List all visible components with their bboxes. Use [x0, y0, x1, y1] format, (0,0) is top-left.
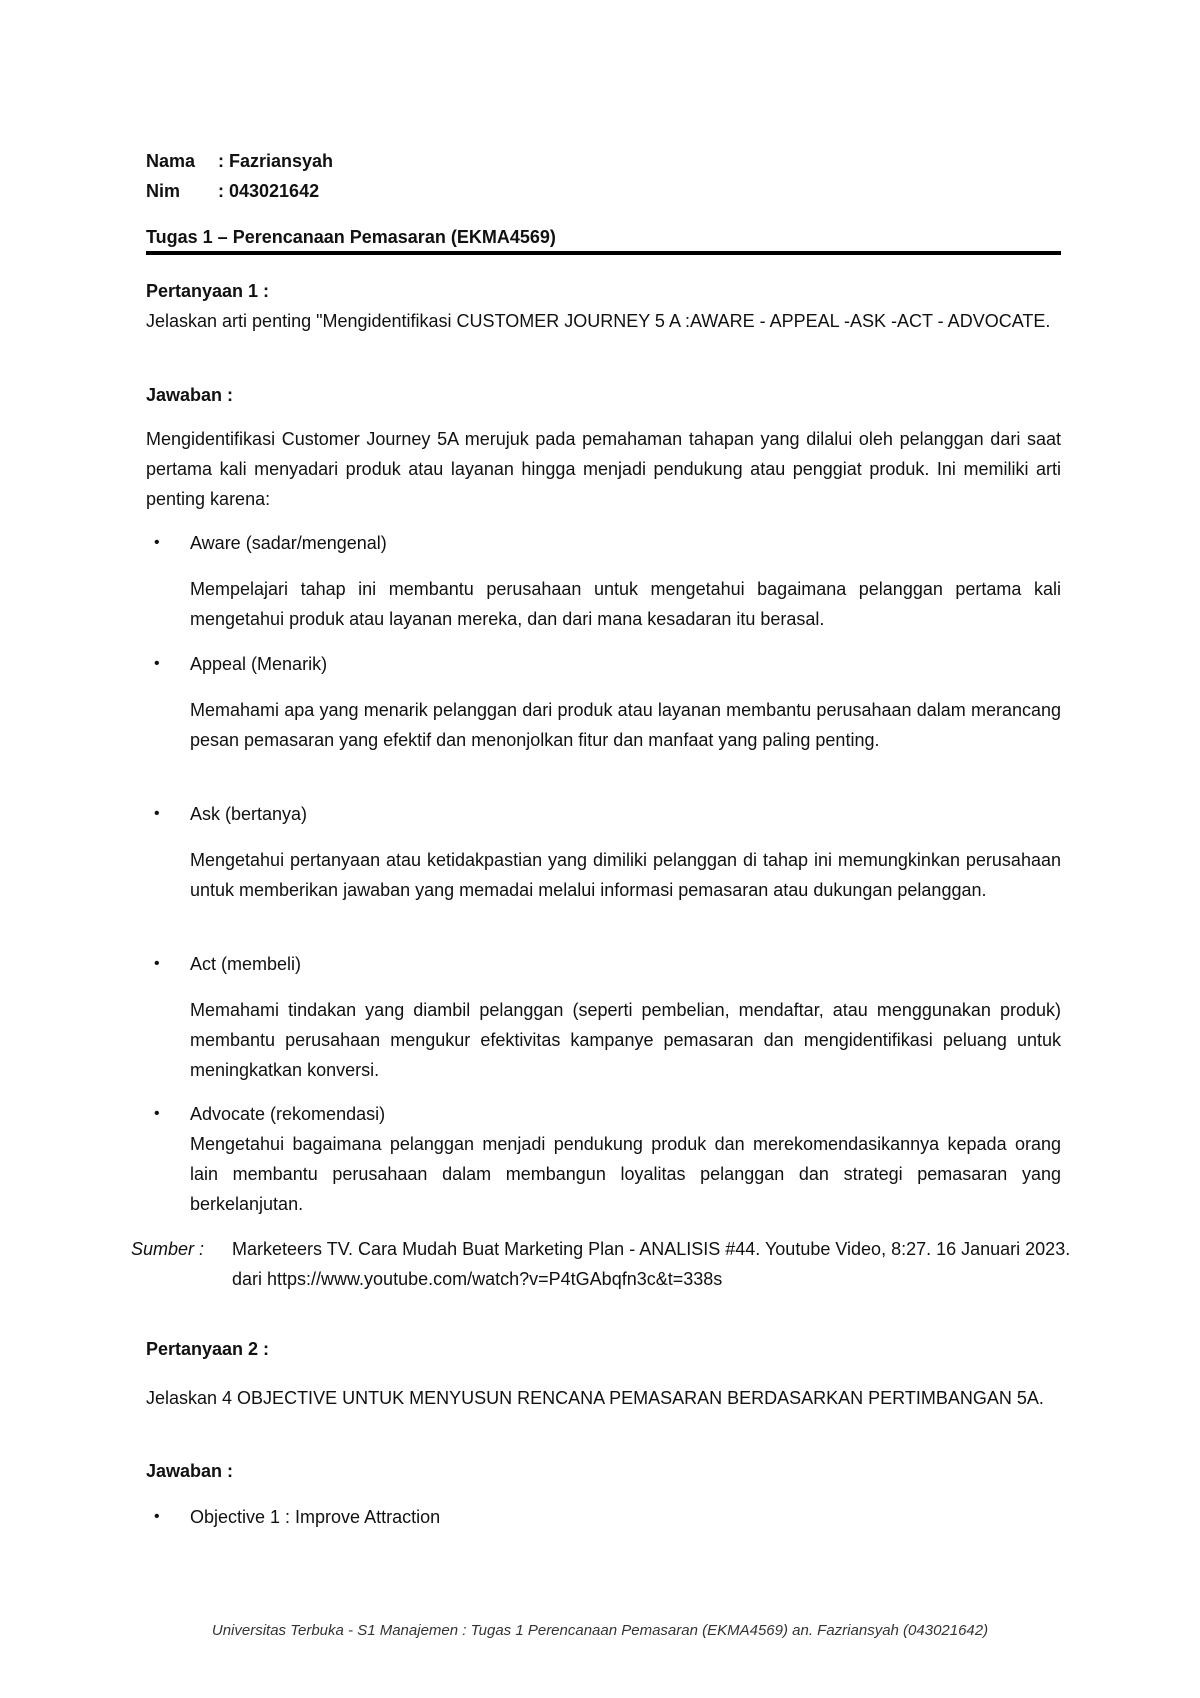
bullet-icon: •	[154, 955, 160, 972]
item-ask-title: Ask (bertanya)	[190, 804, 308, 824]
bullet-icon: •	[154, 534, 160, 551]
page-footer: Universitas Terbuka - S1 Manajemen : Tugas 1 Perencanaan Pemasaran (EKMA4569) an. Fazriansyah (043021642)	[211, 1622, 989, 1639]
item-aware-title: Aware (sadar/mengenal)	[190, 533, 387, 553]
name-label: Nama	[146, 151, 196, 171]
document-title: Tugas 1 – Perencanaan Pemasaran (EKMA4569)	[146, 227, 556, 247]
q1-question: Jelaskan arti penting "Mengidentifikasi CUSTOMER JOURNEY 5 A :AWARE - APPEAL -ASK -ACT - ADVOCATE.	[146, 311, 1051, 331]
q1-heading: Pertanyaan 1 :	[146, 281, 270, 301]
q2-question: Jelaskan 4 OBJECTIVE UNTUK MENYUSUN RENCANA PEMASARAN BERDASARKAN PERTIMBANGAN 5A.	[146, 1388, 1044, 1408]
bullet-icon: •	[154, 1508, 160, 1525]
q2-answer-heading: Jawaban :	[146, 1461, 234, 1481]
name-value: : Fazriansyah	[218, 151, 334, 171]
item-act-text: Memahami tindakan yang diambil pelanggan (seperti pembelian, mendaftar, atau menggunakan produk) membantu perusahaan mengukur efektivitas kampanye pemasaran dan mengidentifikasi peluang untuk meningkatkan konversi.	[190, 1000, 1061, 1080]
item-appeal-text: Memahami apa yang menarik pelanggan dari produk atau layanan membantu perusahaan dalam merancang pesan pemasaran yang efektif dan menonjolkan fitur dan manfaat yang paling penting.	[190, 700, 1061, 750]
bullet-icon: •	[154, 655, 160, 672]
q2-heading: Pertanyaan 2 :	[146, 1339, 270, 1359]
title-divider	[146, 251, 1061, 255]
nim-value: : 043021642	[218, 181, 320, 201]
name-row	[146, 146, 333, 176]
item-advocate-text: Mengetahui bagaimana pelanggan menjadi pendukung produk dan merekomendasikannya kepada orang lain membantu perusahaan dalam membangun loyalitas pelanggan dan strategi pemasaran yang berkelanjutan.	[190, 1134, 1061, 1214]
source-citation: Marketeers TV. Cara Mudah Buat Marketing Plan - ANALISIS #44. Youtube Video, 8:27. 16 Januari 2023. dari https://www.youtube.com/watch?v=P4tGAbqfn3c&t=338s	[232, 1239, 1071, 1289]
item-ask-text: Mengetahui pertanyaan atau ketidakpastian yang dimiliki pelanggan di tahap ini memungkinkan perusahaan untuk memberikan jawaban yang memadai melalui informasi pemasaran atau dukungan pelanggan.	[190, 850, 1061, 900]
q1-intro: Mengidentifikasi Customer Journey 5A merujuk pada pemahaman tahapan yang dilalui oleh pelanggan dari saat pertama kali menyadari produk atau layanan hingga menjadi pendukung atau penggiat produk. Ini memiliki arti penting karena:	[146, 429, 1061, 509]
q1-answer-heading: Jawaban :	[146, 385, 234, 405]
nim-label: Nim	[146, 181, 181, 201]
nim-row	[146, 176, 319, 206]
item-act-title: Act (membeli)	[190, 954, 302, 974]
item-appeal-title: Appeal (Menarik)	[190, 654, 328, 674]
bullet-icon: •	[154, 805, 160, 822]
source-label: Sumber :	[131, 1239, 205, 1259]
item-aware-text: Mempelajari tahap ini membantu perusahaan untuk mengetahui bagaimana pelanggan pertama kali mengetahui produk atau layanan mereka, dan dari mana kesadaran itu berasal.	[190, 579, 1061, 629]
item-advocate-title: Advocate (rekomendasi)	[190, 1104, 386, 1124]
bullet-icon: •	[154, 1105, 160, 1122]
objective-1-title: Objective 1 : Improve Attraction	[190, 1507, 441, 1527]
